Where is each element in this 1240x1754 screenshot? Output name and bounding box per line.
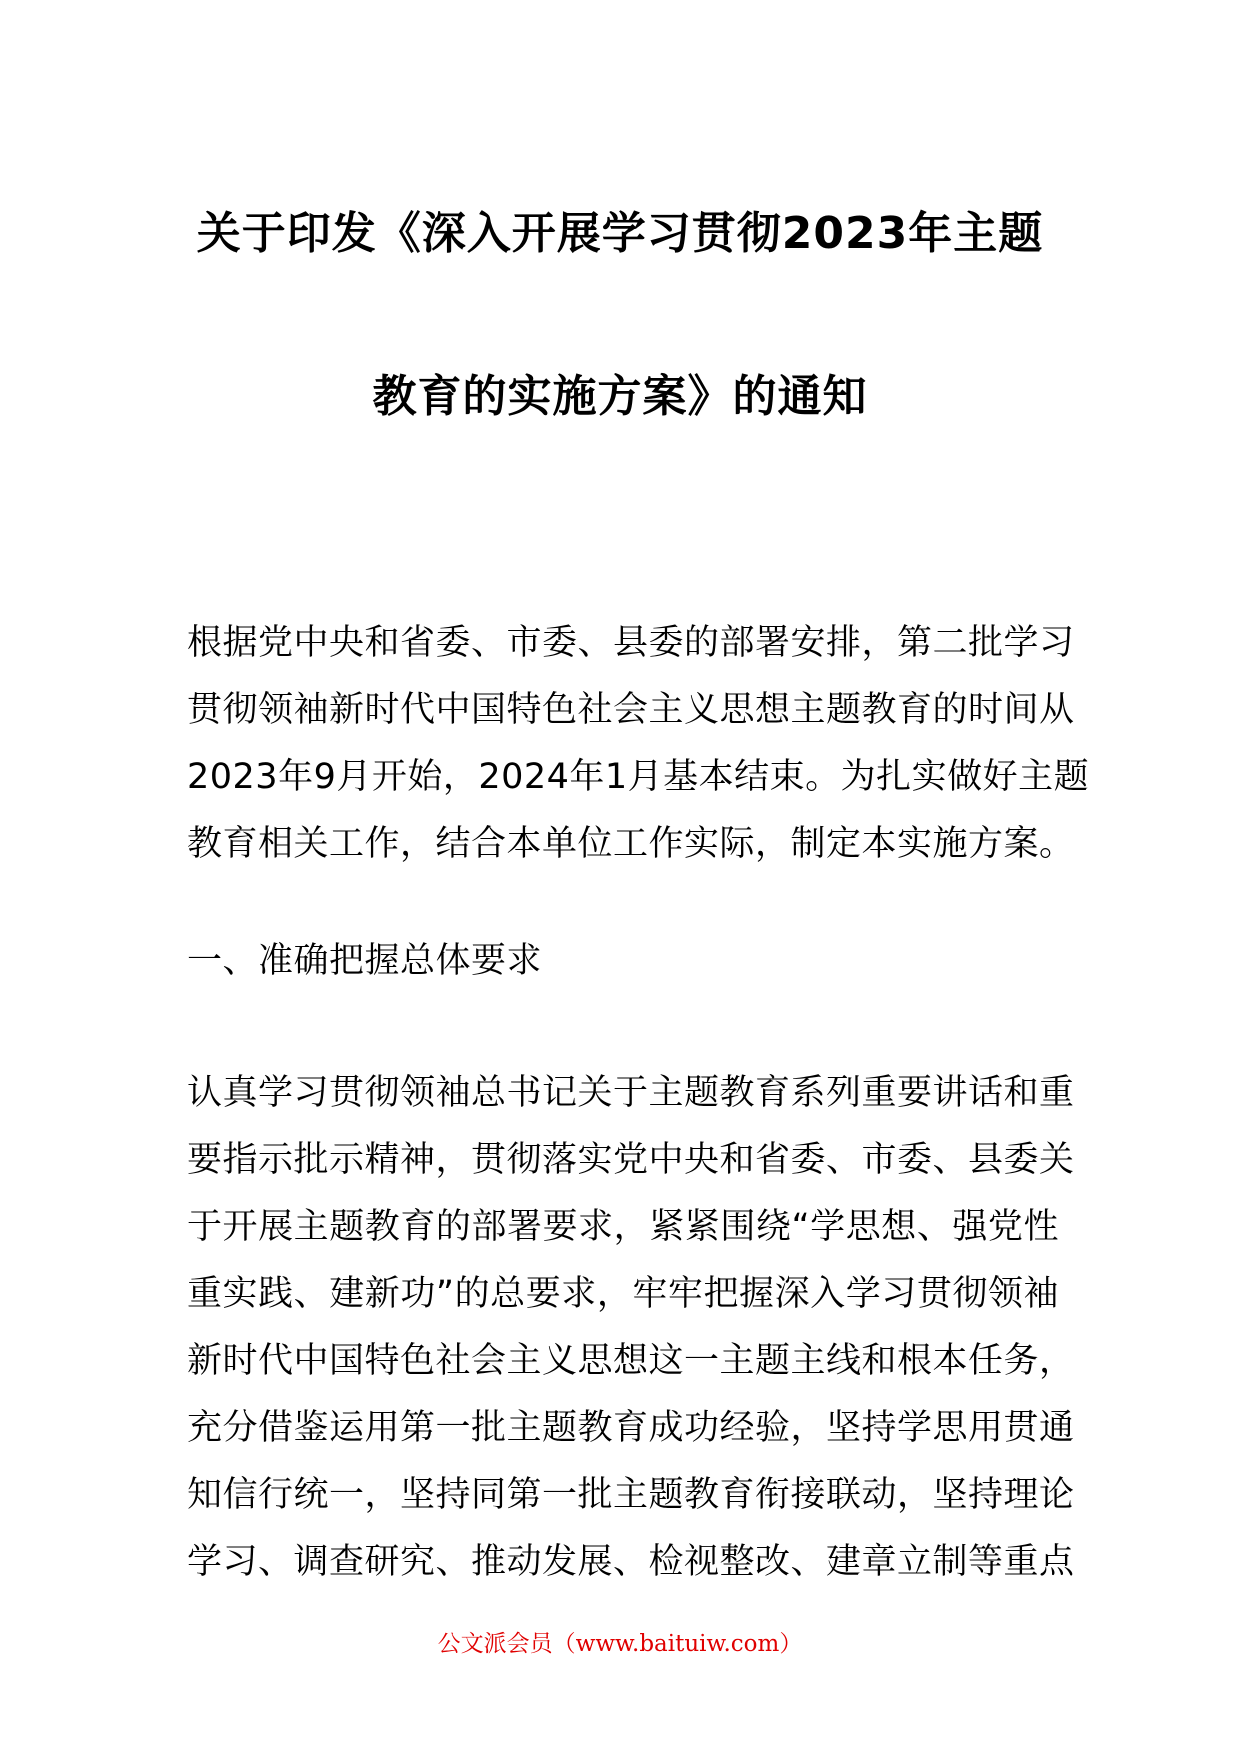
section-1-heading: 一、准确把握总体要求 (187, 941, 543, 981)
intro-line-1: 根据党中央和省委、市委、县委的部署安排，第二批学习 (187, 623, 1075, 663)
section-1-line-1: 认真学习贯彻领袖总书记关于主题教育系列重要讲话和重 (187, 1073, 1075, 1113)
intro-line-3: 2023年9月开始，2024年1月基本结束。为扎实做好主题 (187, 757, 1090, 797)
section-1-line-6: 充分借鉴运用第一批主题教育成功经验，坚持学思用贯通 (187, 1408, 1075, 1448)
section-heading (187, 928, 1059, 995)
section-1-line-4: 重实践、建新功”的总要求，牢牢把握深入学习贯彻领袖 (187, 1274, 1059, 1314)
footer-watermark-link[interactable]: 公文派会员（www.baituiw.com） (437, 1631, 803, 1657)
section-1-line-8: 学习、调查研究、推动发展、检视整改、建章立制等重点 (187, 1542, 1075, 1582)
section-1-line-5: 新时代中国特色社会主义思想这一主题主线和根本任务， (187, 1341, 1075, 1381)
section-1-line-2: 要指示批示精神，贯彻落实党中央和省委、市委、县委关 (187, 1140, 1075, 1180)
document-title-line-2: 教育的实施方案》的通知 (372, 371, 868, 422)
intro-paragraph (187, 610, 1090, 878)
section-1-paragraph (187, 1060, 1075, 1596)
intro-line-4: 教育相关工作，结合本单位工作实际，制定本实施方案。 (187, 824, 1075, 864)
intro-line-2: 贯彻领袖新时代中国特色社会主义思想主题教育的时间从 (187, 690, 1075, 730)
section-1-line-7: 知信行统一，坚持同第一批主题教育衔接联动，坚持理论 (187, 1475, 1075, 1515)
document-title-line-1: 关于印发《深入开展学习贯彻2023年主题 (196, 208, 1044, 259)
section-1-line-3: 于开展主题教育的部署要求，紧紧围绕“学思想、强党性 (187, 1207, 1059, 1247)
